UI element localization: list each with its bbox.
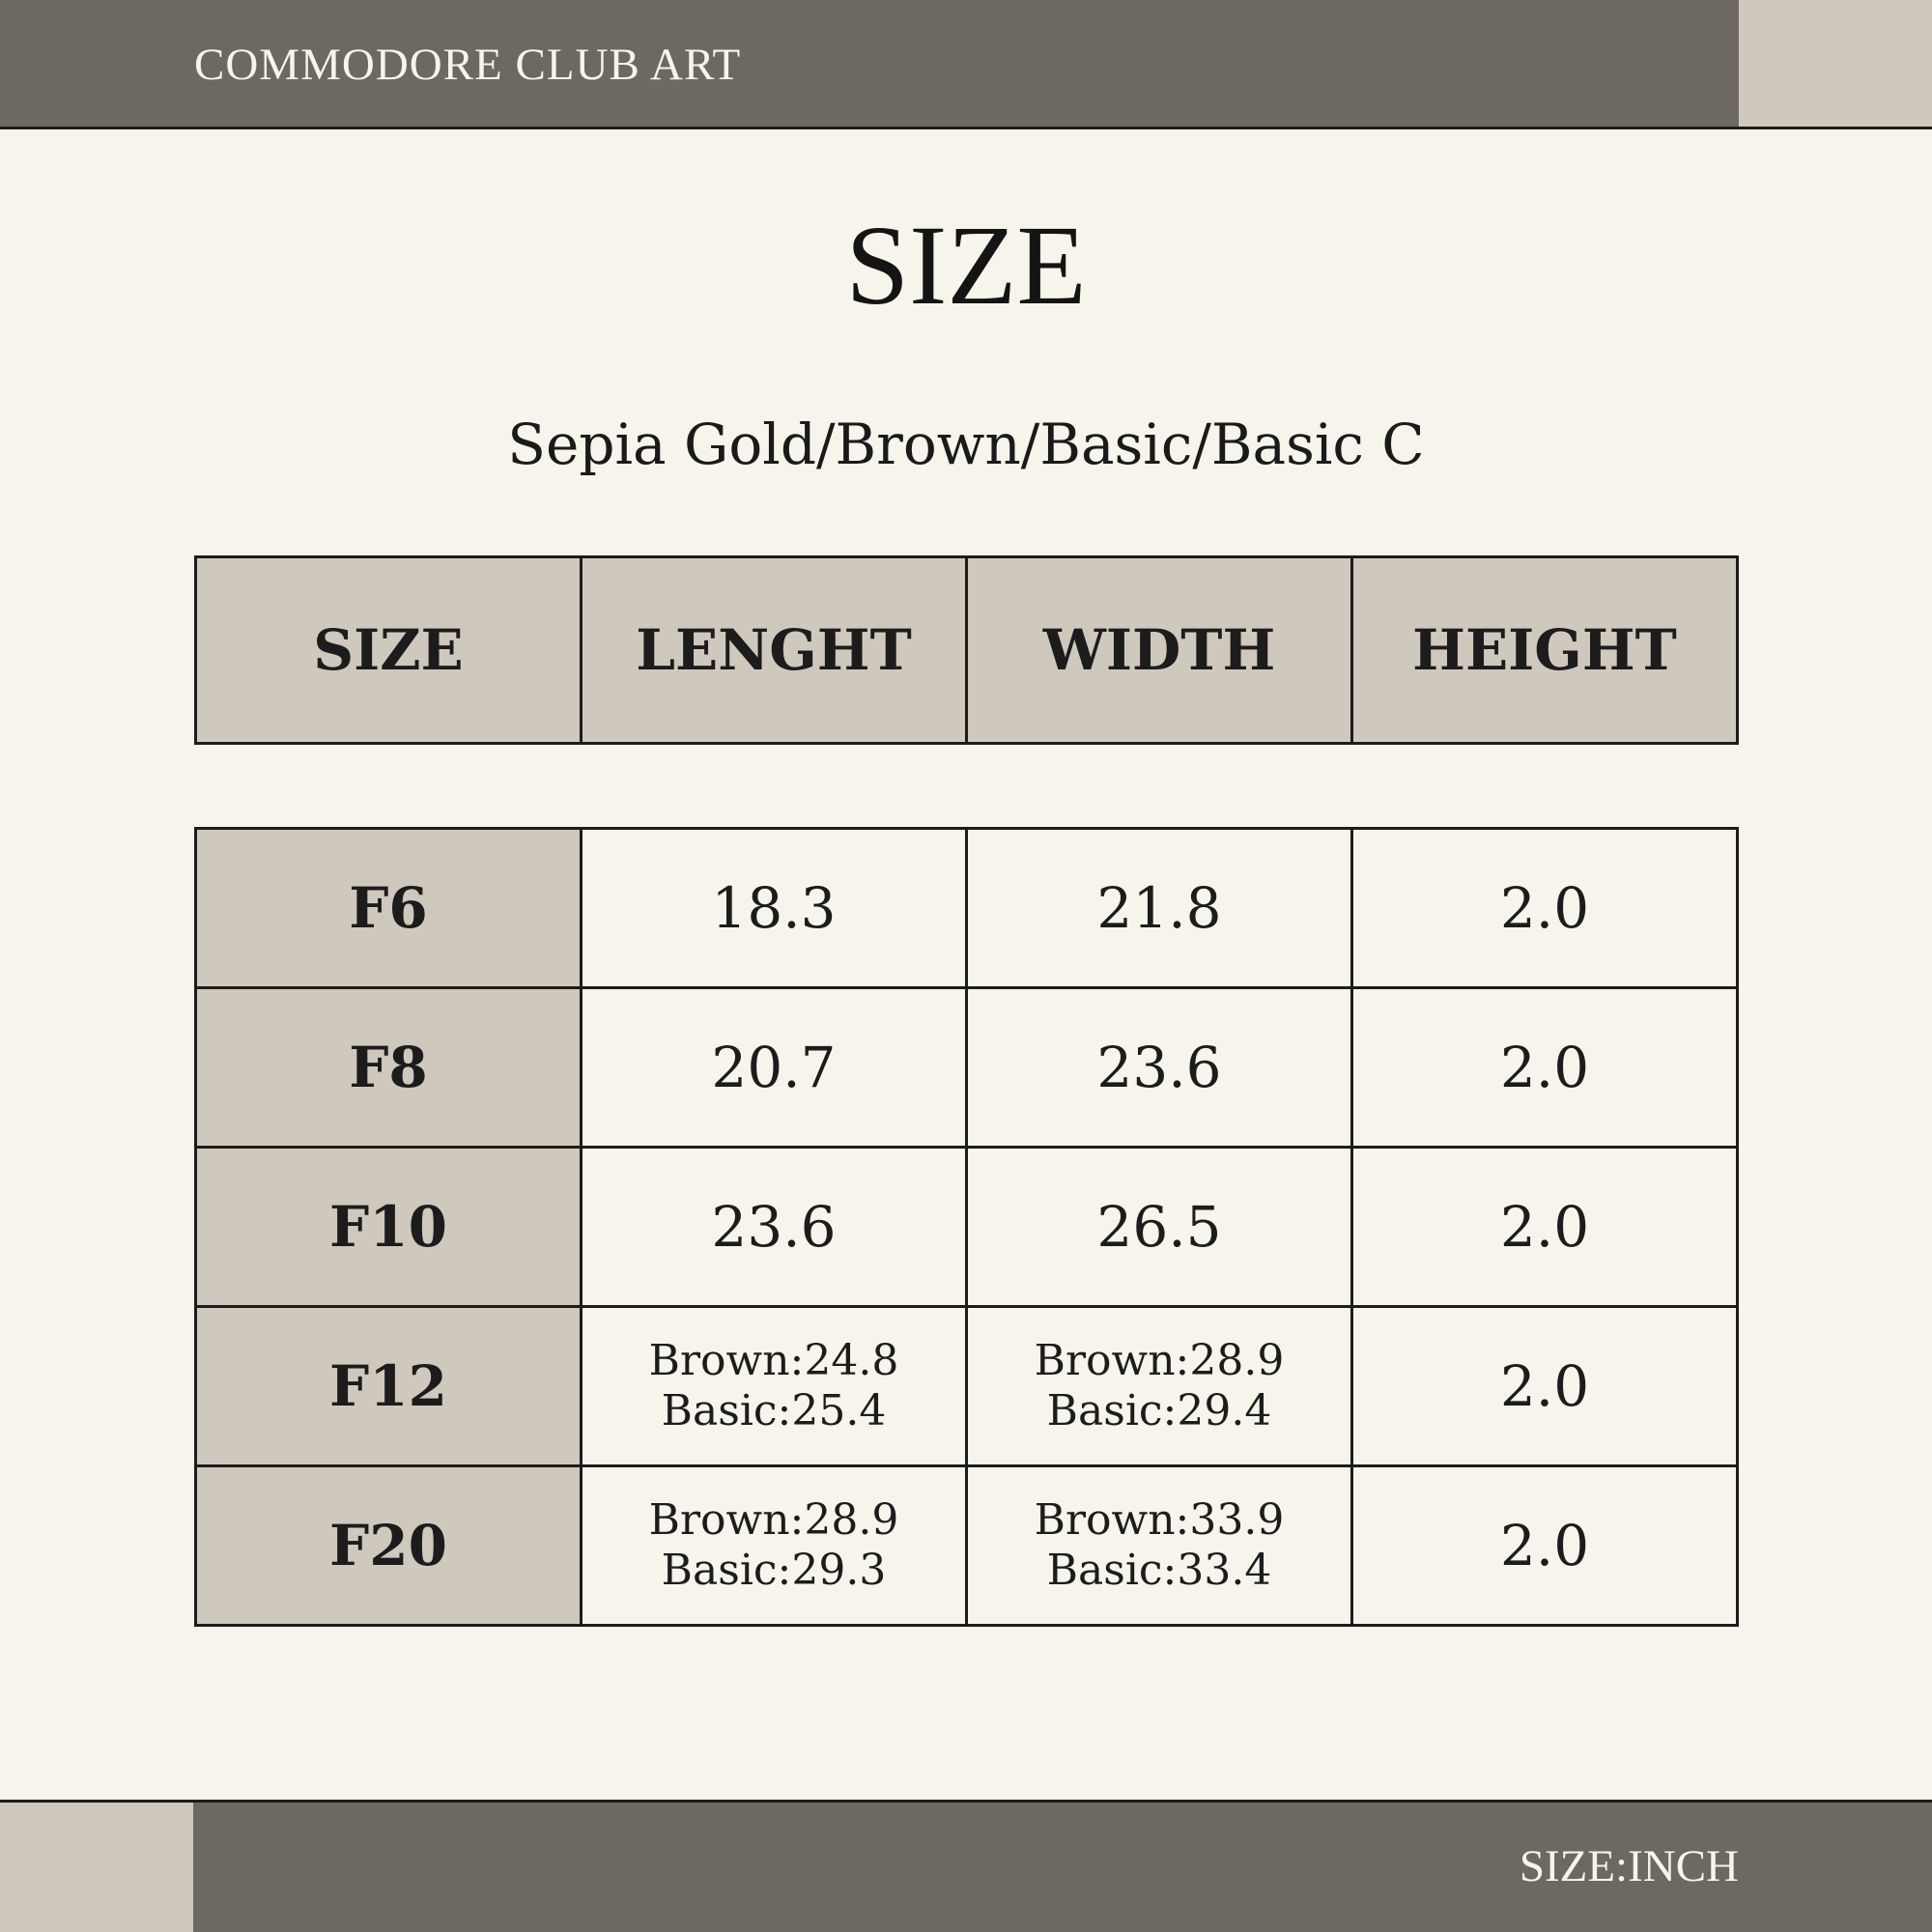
size-cell: F20 [196,1466,582,1626]
size-cell: F10 [196,1148,582,1307]
header-size: SIZE [196,557,582,744]
unit-label: SIZE:INCH [1519,1841,1739,1891]
table-row [196,829,1738,988]
size-cell: F6 [196,829,582,988]
size-table-body [194,827,1739,1627]
table-row [196,1466,1738,1626]
table-row [196,1148,1738,1307]
length-basic-value: Basic:25.4 [661,1386,887,1435]
width-basic-value: Basic:33.4 [1046,1546,1272,1595]
height-cell: 2.0 [1352,988,1738,1148]
length-basic-value: Basic:29.3 [661,1546,887,1595]
brand-name: COMMODORE CLUB ART [194,40,742,90]
width-basic-value: Basic:29.4 [1046,1386,1272,1435]
width-cell [967,1307,1352,1466]
header-width: WIDTH [967,557,1352,744]
height-cell: 2.0 [1352,1148,1738,1307]
size-cell: F8 [196,988,582,1148]
top-divider [0,127,1932,129]
length-cell [582,1466,967,1626]
width-cell: 26.5 [967,1148,1352,1307]
header-length: LENGHT [582,557,967,744]
length-cell: 18.3 [582,829,967,988]
table-row [196,988,1738,1148]
size-cell: F12 [196,1307,582,1466]
height-cell: 2.0 [1352,829,1738,988]
width-cell: 21.8 [967,829,1352,988]
size-table-header [194,555,1739,745]
page-title: SIZE [845,202,1087,328]
length-cell: 23.6 [582,1148,967,1307]
width-cell [967,1466,1352,1626]
top-accent-block [1739,0,1932,127]
height-cell: 2.0 [1352,1307,1738,1466]
length-brown-value: Brown:24.8 [648,1336,899,1385]
length-cell [582,1307,967,1466]
header-height: HEIGHT [1352,557,1738,744]
width-brown-value: Brown:28.9 [1034,1336,1285,1385]
width-cell: 23.6 [967,988,1352,1148]
width-brown-value: Brown:33.9 [1034,1495,1285,1545]
table-row [196,1307,1738,1466]
header-row [196,557,1738,744]
length-cell: 20.7 [582,988,967,1148]
length-brown-value: Brown:28.9 [648,1495,899,1545]
height-cell: 2.0 [1352,1466,1738,1626]
product-variants-subtitle: Sepia Gold/Brown/Basic/Basic C [507,412,1425,477]
bottom-accent-block [0,1803,193,1932]
